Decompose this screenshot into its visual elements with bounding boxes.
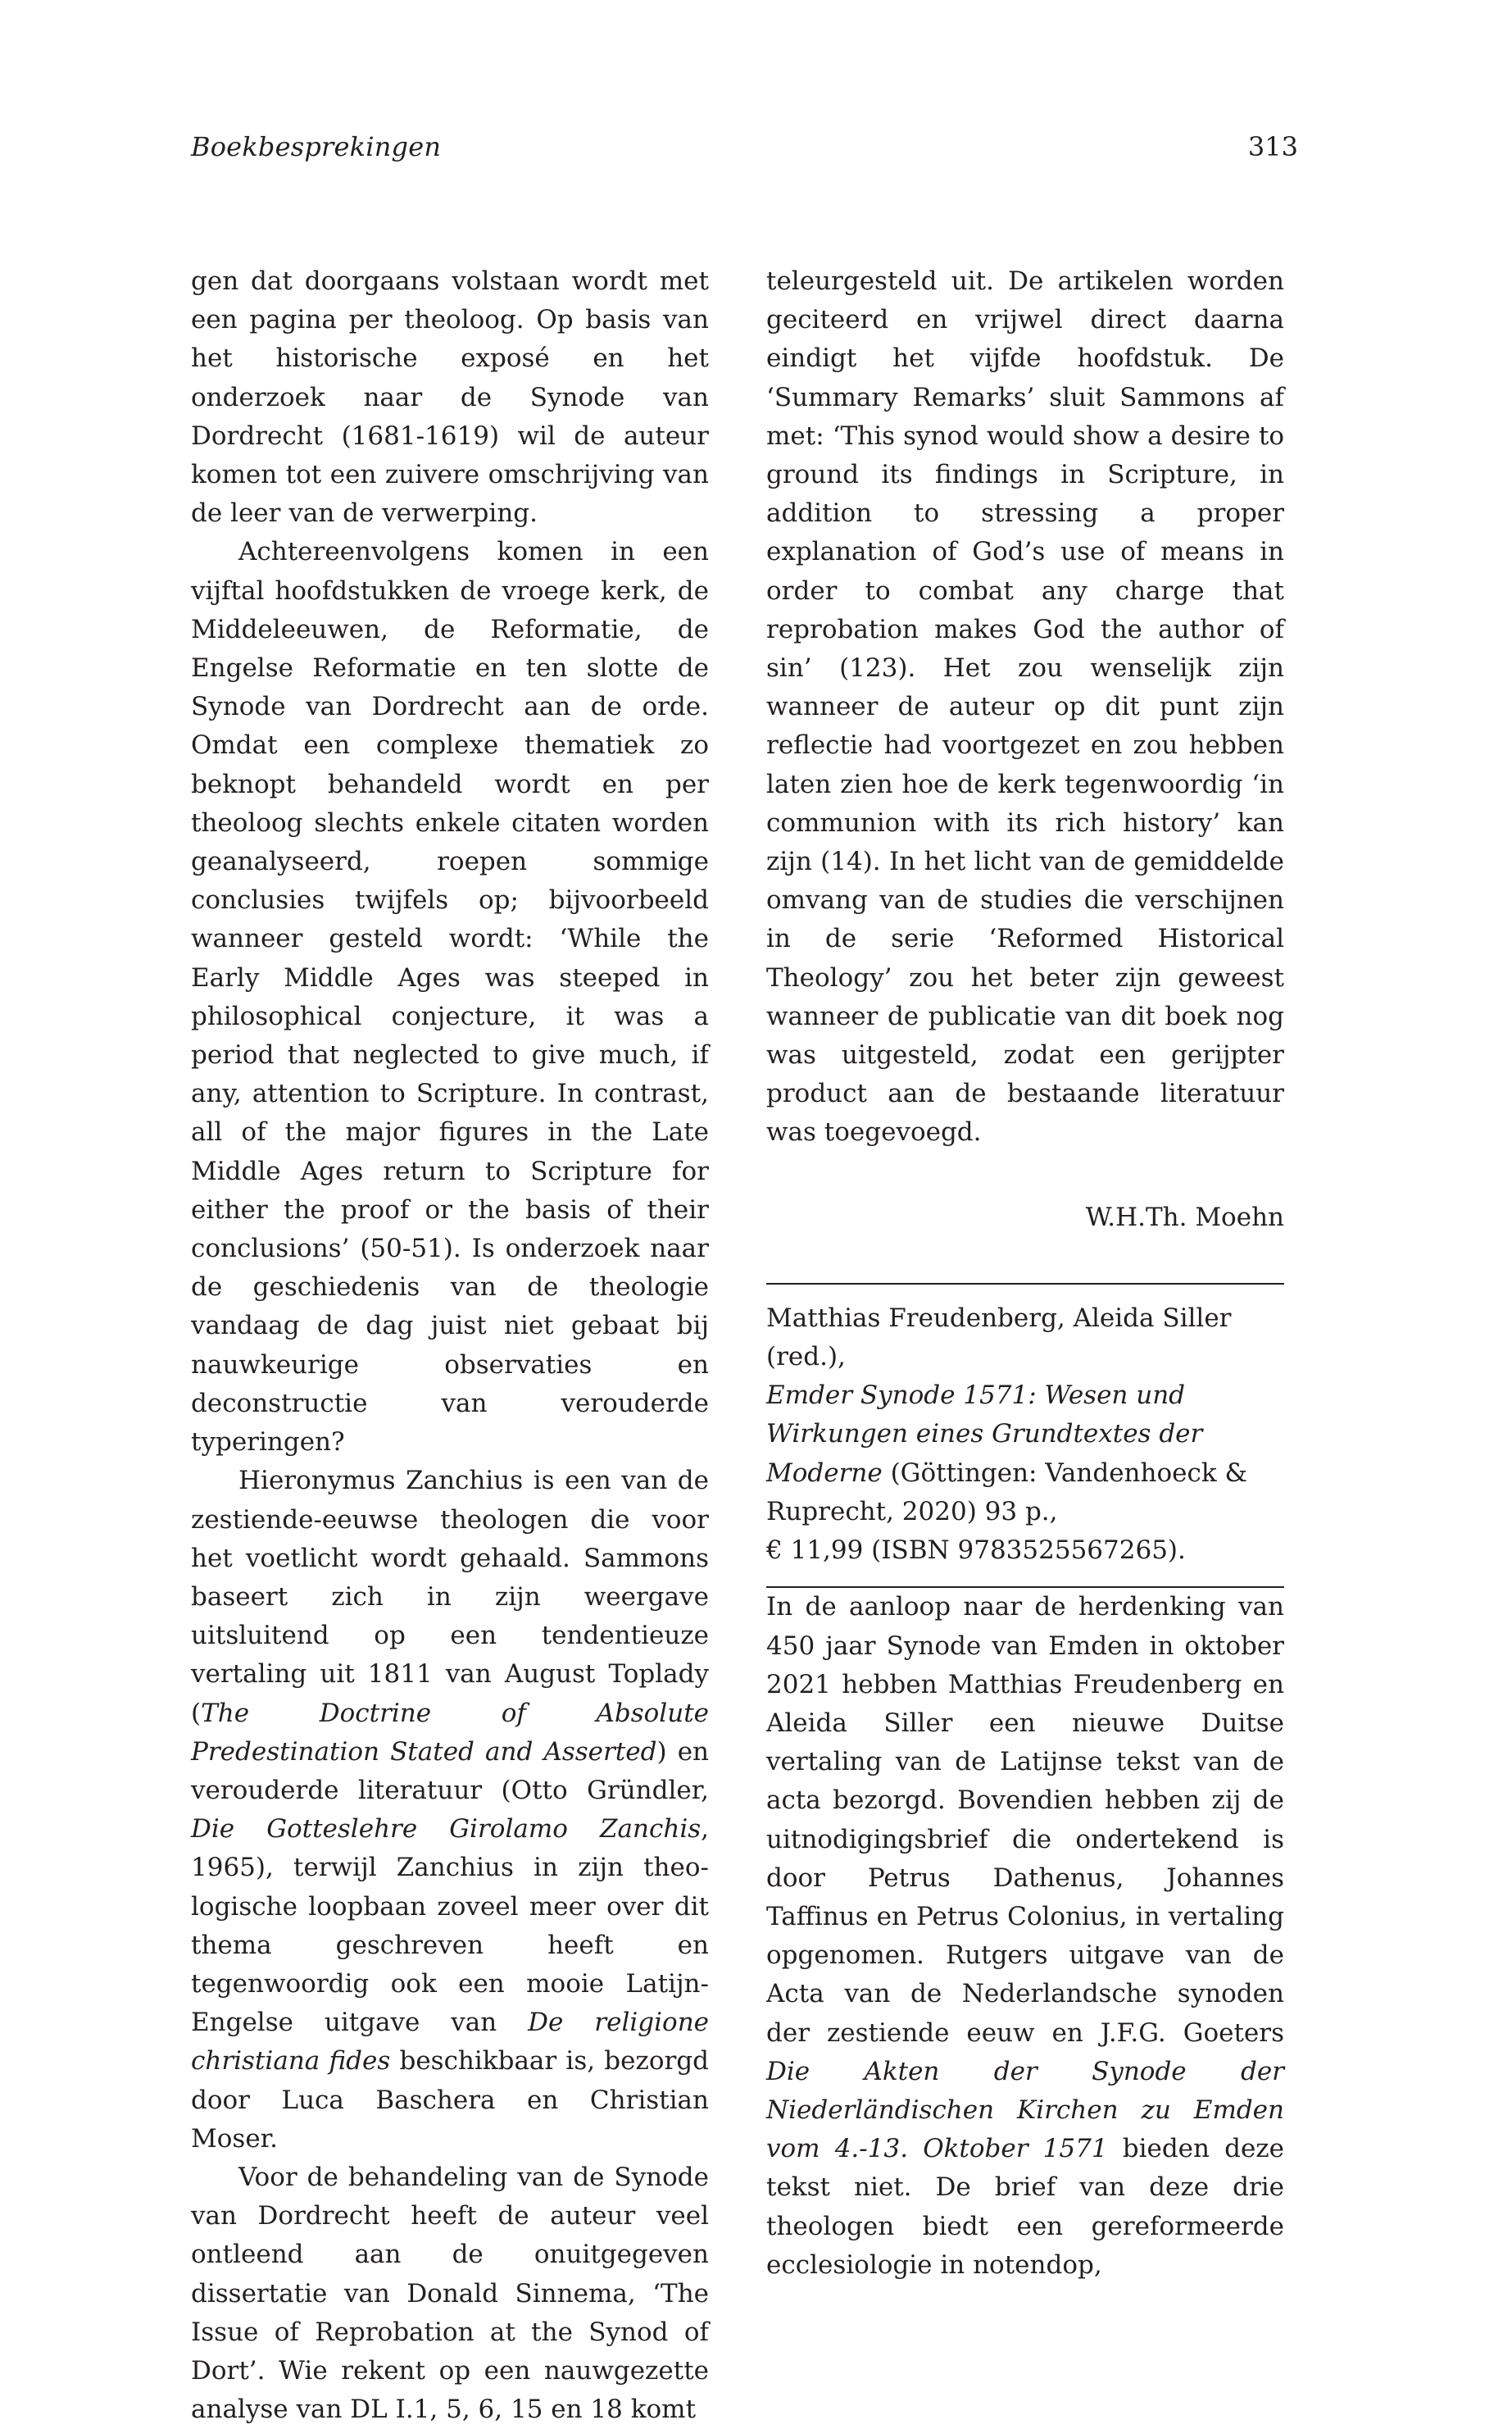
citation-authors: Matthias Freudenberg, Aleida Siller (red.),: [766, 1303, 1232, 1372]
text-run: beschikbaar is, bezorgd door Luca Baschera en Christian Moser.: [191, 2046, 710, 2154]
citation-text: [766, 1299, 1284, 1570]
book-title-italic: Die Gotteslehre Girolamo Zanchis: [191, 1814, 702, 1844]
text-run: Hieronymus Zanchius is een van de zestiende-eeuwse theologen die voor het voetlicht wordt gehaald. Sammons baseert zich in zijn weergave uitsluitend op een tendentieuze vertaling uit 1811 van August Toplady (: [191, 1466, 709, 1728]
left-column: [191, 262, 709, 2429]
citation-rule-top: [766, 1283, 1284, 1285]
right-paragraph-1: teleurgesteld uit. De artikelen worden geciteerd en vrijwel direct daarna eindigt het vijfde hoofdstuk. De ‘Summary Remarks’ sluit Sammons af met: ‘This synod would show a desire to ground its findings in Scripture, in addition to stressing a proper explanation of God’s use of means in order to combat any charge that reprobation makes God the author of sin’ (123). Het zou wenselijk zijn wanneer de auteur op dit punt zijn reflectie had voortgezet en zou hebben laten zien hoe de kerk tegenwoordig ‘in communion with its rich history’ kan zijn (14). In het licht van de gemiddelde omvang van de studies die verschijnen in de serie ‘Reformed Historical Theology’ zou het beter zijn geweest wanneer de publicatie van dit boek nog was uitgesteld, zodat een gerijpter product aan de bestaande literatuur was toegevoegd.: [766, 266, 1284, 1148]
left-paragraph-1: gen dat doorgaans volstaan wordt met een pagina per theoloog. Op basis van het historische exposé en het onderzoek naar de Synode van Dordrecht (1681-1619) wil de auteur komen tot een zuivere omschrijving van de leer van de verwerping.: [191, 266, 709, 529]
citation-title: Emder Synode 1571: Wesen und Wirkungen eines Grundtextes der Moderne: [766, 1381, 1203, 1488]
text-run: , 1965), terwijl Zanchius in zijn theologische loopbaan zoveel meer over dit thema geschreven heeft en tegenwoordig ook een mooie Latijn-Engelse uitgave van: [191, 1814, 709, 2038]
book-title-italic: Die Akten der Synode der Niederländischen Kirchen zu Emden vom 4.-13. Oktober 1571: [766, 2056, 1284, 2164]
text-run: In de aanloop naar de herdenking van 450 jaar Synode van Emden in oktober 2021 hebben Matthias Freudenberg en Aleida Siller een nieuwe Duitse vertaling van de Latijnse tekst van de acta bezorgd. Bovendien hebben zij de uitnodigingsbrief die ondertekend is door Petrus Dathenus, Johannes Taffinus en Petrus Colonius, in vertaling opgenomen. Rutgers uitgave van de Acta van de Nederlandsche synoden der zestiende eeuw en J.F.G. Goeters: [766, 1592, 1284, 2048]
running-head: Boekbesprekingen: [191, 131, 442, 162]
reviewer-signature: W.H.Th. Moehn: [1085, 1202, 1284, 1232]
text-run: ) en verouderde literatuur (Otto Gründler,: [191, 1736, 710, 1805]
left-paragraph-4: Voor de behandeling van de Synode van Dordrecht heeft de auteur veel ontleend aan de onuitgegeven dissertatie van Donald Sinnema, ‘The Issue of Reprobation at the Synod of Dort’. Wie rekent op een nauwgezette analyse van DL I.1, 5, 6, 15 en 18 komt: [191, 2162, 709, 2425]
right-column: [766, 262, 1284, 2285]
citation-publisher: (Göttingen: Vandenhoeck & Ruprecht, 2020) 93 p.,: [766, 1458, 1248, 1526]
book-title-italic: De religione christiana fides: [191, 2008, 710, 2076]
left-paragraph-2: Achtereenvolgens komen in een vijftal hoofdstukken de vroege kerk, de Middeleeuwen, de Reformatie, de Engelse Reformatie en ten slotte de Synode van Dordrecht aan de orde. Omdat een complexe thematiek zo beknopt behandeld wordt en per theoloog slechts enkele citaten worden geanalyseerd, roepen sommige conclusies twijfels op; bijvoorbeeld wanneer gesteld wordt: ‘While the Early Middle Ages was steeped in philosophical conjecture, it was a period that neglected to give much, if any, attention to Scripture. In contrast, all of the major figures in the Late Middle Ages return to Scripture for either the proof or the basis of their conclusions’ (50-51). Is onderzoek naar de geschiedenis van de theologie vandaag de dag juist niet gebaat bij nauwkeurige observaties en deconstructie van verouderde typeringen?: [191, 537, 709, 1458]
text-run: bieden deze tekst niet. De brief van deze drie theologen biedt een gereformeerde ecclesiologie in notendop,: [766, 2134, 1284, 2280]
book-title-italic: The Doctrine of Absolute Predestination Stated and Asserted: [191, 1698, 709, 1767]
book-citation: [766, 1299, 1284, 1570]
page-number: 313: [1247, 131, 1298, 162]
citation-price: € 11,99 (ISBN 9783525567265).: [766, 1535, 1186, 1566]
left-paragraph-3: [191, 1462, 709, 2158]
